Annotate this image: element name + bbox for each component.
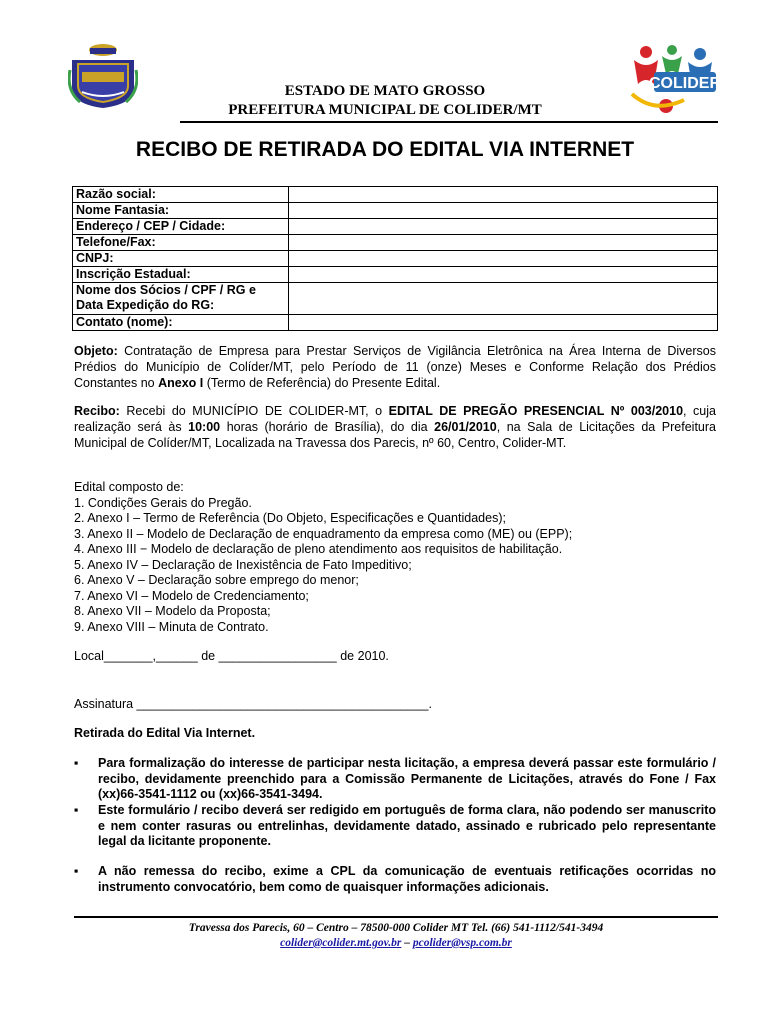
form-label: Razão social: — [73, 187, 289, 203]
retirada-heading: Retirada do Edital Via Internet. — [74, 726, 256, 740]
objeto-paragraph — [74, 343, 716, 391]
contato-field[interactable] — [289, 315, 718, 331]
recibo-text: Recebi do MUNICÍPIO DE COLIDER-MT, o — [119, 404, 389, 418]
footer-address: Travessa dos Parecis, 60 – Centro – 78500-000 Colider MT Tel. (66) 541-1112/541-3494 — [188, 922, 604, 934]
list-item: 8. Anexo VII – Modelo da Proposta; — [74, 604, 271, 618]
form-row-contato — [73, 315, 718, 331]
recibo-hora: 10:00 — [188, 420, 221, 434]
nome-fantasia-field[interactable] — [289, 203, 718, 219]
form-label: Endereço / CEP / Cidade: — [73, 219, 289, 235]
socios-field[interactable] — [289, 283, 718, 315]
list-item: 7. Anexo VI – Modelo de Credenciamento; — [74, 588, 309, 603]
email-link-pcolider[interactable]: pcolider@vsp.com.br — [412, 937, 512, 949]
footer-divider — [74, 916, 718, 918]
form-row-cnpj — [73, 251, 718, 267]
inscricao-estadual-field[interactable] — [289, 267, 718, 283]
municipal-crest-icon — [68, 40, 138, 110]
endereco-field[interactable] — [289, 219, 718, 235]
header-state: ESTADO DE MATO GROSSO — [284, 83, 486, 99]
bullet-item — [74, 864, 716, 895]
colider-figures-icon — [624, 44, 720, 116]
bullet-item — [74, 803, 716, 850]
form-row-razao-social — [73, 187, 718, 203]
recibo-data: 26/01/2010 — [434, 420, 497, 434]
list-item: 5. Anexo IV – Declaração de Inexistência de Fato Impeditivo; — [74, 557, 412, 572]
objeto-text: Contratação de Empresa para Prestar Serviços de Vigilância Eletrônica na Área Interna de Diversos Prédios do Município de Colíder/MT, pelo Período de 11 (onze) Meses e Conforme Relação dos Prédios Constantes no — [74, 344, 716, 390]
form-label-line: Nome dos Sócios / CPF / RG e — [76, 283, 256, 297]
list-item: 4. Anexo III − Modelo de declaração de pleno atendimento aos requisitos de habilitação. — [74, 542, 563, 556]
bullet-square-icon: ▪ — [74, 756, 79, 770]
bullet-text: A não remessa do recibo, exime a CPL da comunicação de eventuais retificações ocorridas no instrumento convocatório, bem como de quaisquer informações adicionais. — [98, 864, 716, 894]
bullet-square-icon: ▪ — [74, 864, 79, 878]
objeto-text-end: (Termo de Referência) do Presente Edital. — [203, 376, 441, 390]
bullet-item — [74, 756, 716, 803]
header-prefeitura: PREFEITURA MUNICIPAL DE COLIDER/MT — [228, 102, 542, 118]
form-label: Nome Fantasia: — [73, 203, 289, 219]
bullet-text: Este formulário / recibo deverá ser redigido em português de forma clara, não podendo ser manuscrito e nem conter rasuras ou entrelinhas, devidamente datado, assinado e rubricado pelo representante legal da licitante proponente. — [98, 803, 716, 848]
recibo-text: , na Sala de Licitações da Prefeitura Municipal de Colíder/MT, Localizada na Travessa dos Parecis, nº 60, Centro, Colider-MT. — [74, 420, 716, 450]
company-info-form — [72, 186, 718, 331]
footer-emails — [74, 937, 718, 949]
form-row-nome-fantasia — [73, 203, 718, 219]
objeto-label: Objeto: — [74, 344, 118, 358]
page-title: RECIBO DE RETIRADA DO EDITAL VIA INTERNET — [135, 138, 635, 161]
local-date-line[interactable]: Local_______,______ de _________________ de 2010. — [74, 649, 389, 663]
cnpj-field[interactable] — [289, 251, 718, 267]
list-item: 6. Anexo V – Declaração sobre emprego do menor; — [74, 573, 359, 587]
bullet-square-icon: ▪ — [74, 803, 79, 817]
form-row-endereco — [73, 219, 718, 235]
form-row-inscricao — [73, 267, 718, 283]
recibo-paragraph — [74, 403, 716, 451]
list-item: 9. Anexo VIII – Minuta de Contrato. — [74, 619, 269, 634]
footer-separator: – — [401, 937, 413, 949]
list-item: 3. Anexo II – Modelo de Declaração de enquadramento da empresa como (ME) ou (EPP); — [74, 526, 573, 541]
form-label: Inscrição Estadual: — [73, 267, 289, 283]
list-item: 1. Condições Gerais do Pregão. — [74, 495, 252, 510]
logo-wordmark: COLIDER — [649, 75, 720, 92]
recibo-edital: EDITAL DE PREGÃO PRESENCIAL Nº 003/2010 — [388, 404, 684, 418]
form-label — [73, 283, 289, 315]
edital-contents-list — [74, 480, 716, 635]
list-heading: Edital composto de: — [74, 480, 184, 494]
list-item: 2. Anexo I – Termo de Referência (Do Objeto, Especificações e Quantidades); — [74, 511, 506, 525]
colider-logo — [624, 44, 720, 116]
form-row-socios — [73, 283, 718, 315]
form-label: Telefone/Fax: — [73, 235, 289, 251]
razao-social-field[interactable] — [289, 187, 718, 203]
form-label: CNPJ: — [73, 251, 289, 267]
recibo-text: horas (horário de Brasília), do dia — [220, 420, 435, 434]
bullet-text: Para formalização do interesse de participar nesta licitação, a empresa deverá passar este formulário / recibo, devidamente preenchido para a Comissão Permanente de Licitações, através do Fone / Fax (xx)66-3541-1112 ou (xx)66-3541-3494. — [98, 756, 716, 801]
recibo-label: Recibo: — [74, 404, 120, 418]
header-divider — [180, 121, 718, 123]
recibo-text: , cuja realização será às — [74, 404, 716, 434]
form-row-telefone — [73, 235, 718, 251]
form-label: Contato (nome): — [73, 315, 289, 331]
form-label-line: Data Expedição do RG: — [76, 298, 215, 312]
telefone-field[interactable] — [289, 235, 718, 251]
signature-line[interactable]: Assinatura __________________________________________. — [74, 697, 432, 711]
email-link-colider[interactable]: colider@colider.mt.gov.br — [280, 937, 402, 949]
objeto-anexo: Anexo I — [158, 376, 204, 390]
